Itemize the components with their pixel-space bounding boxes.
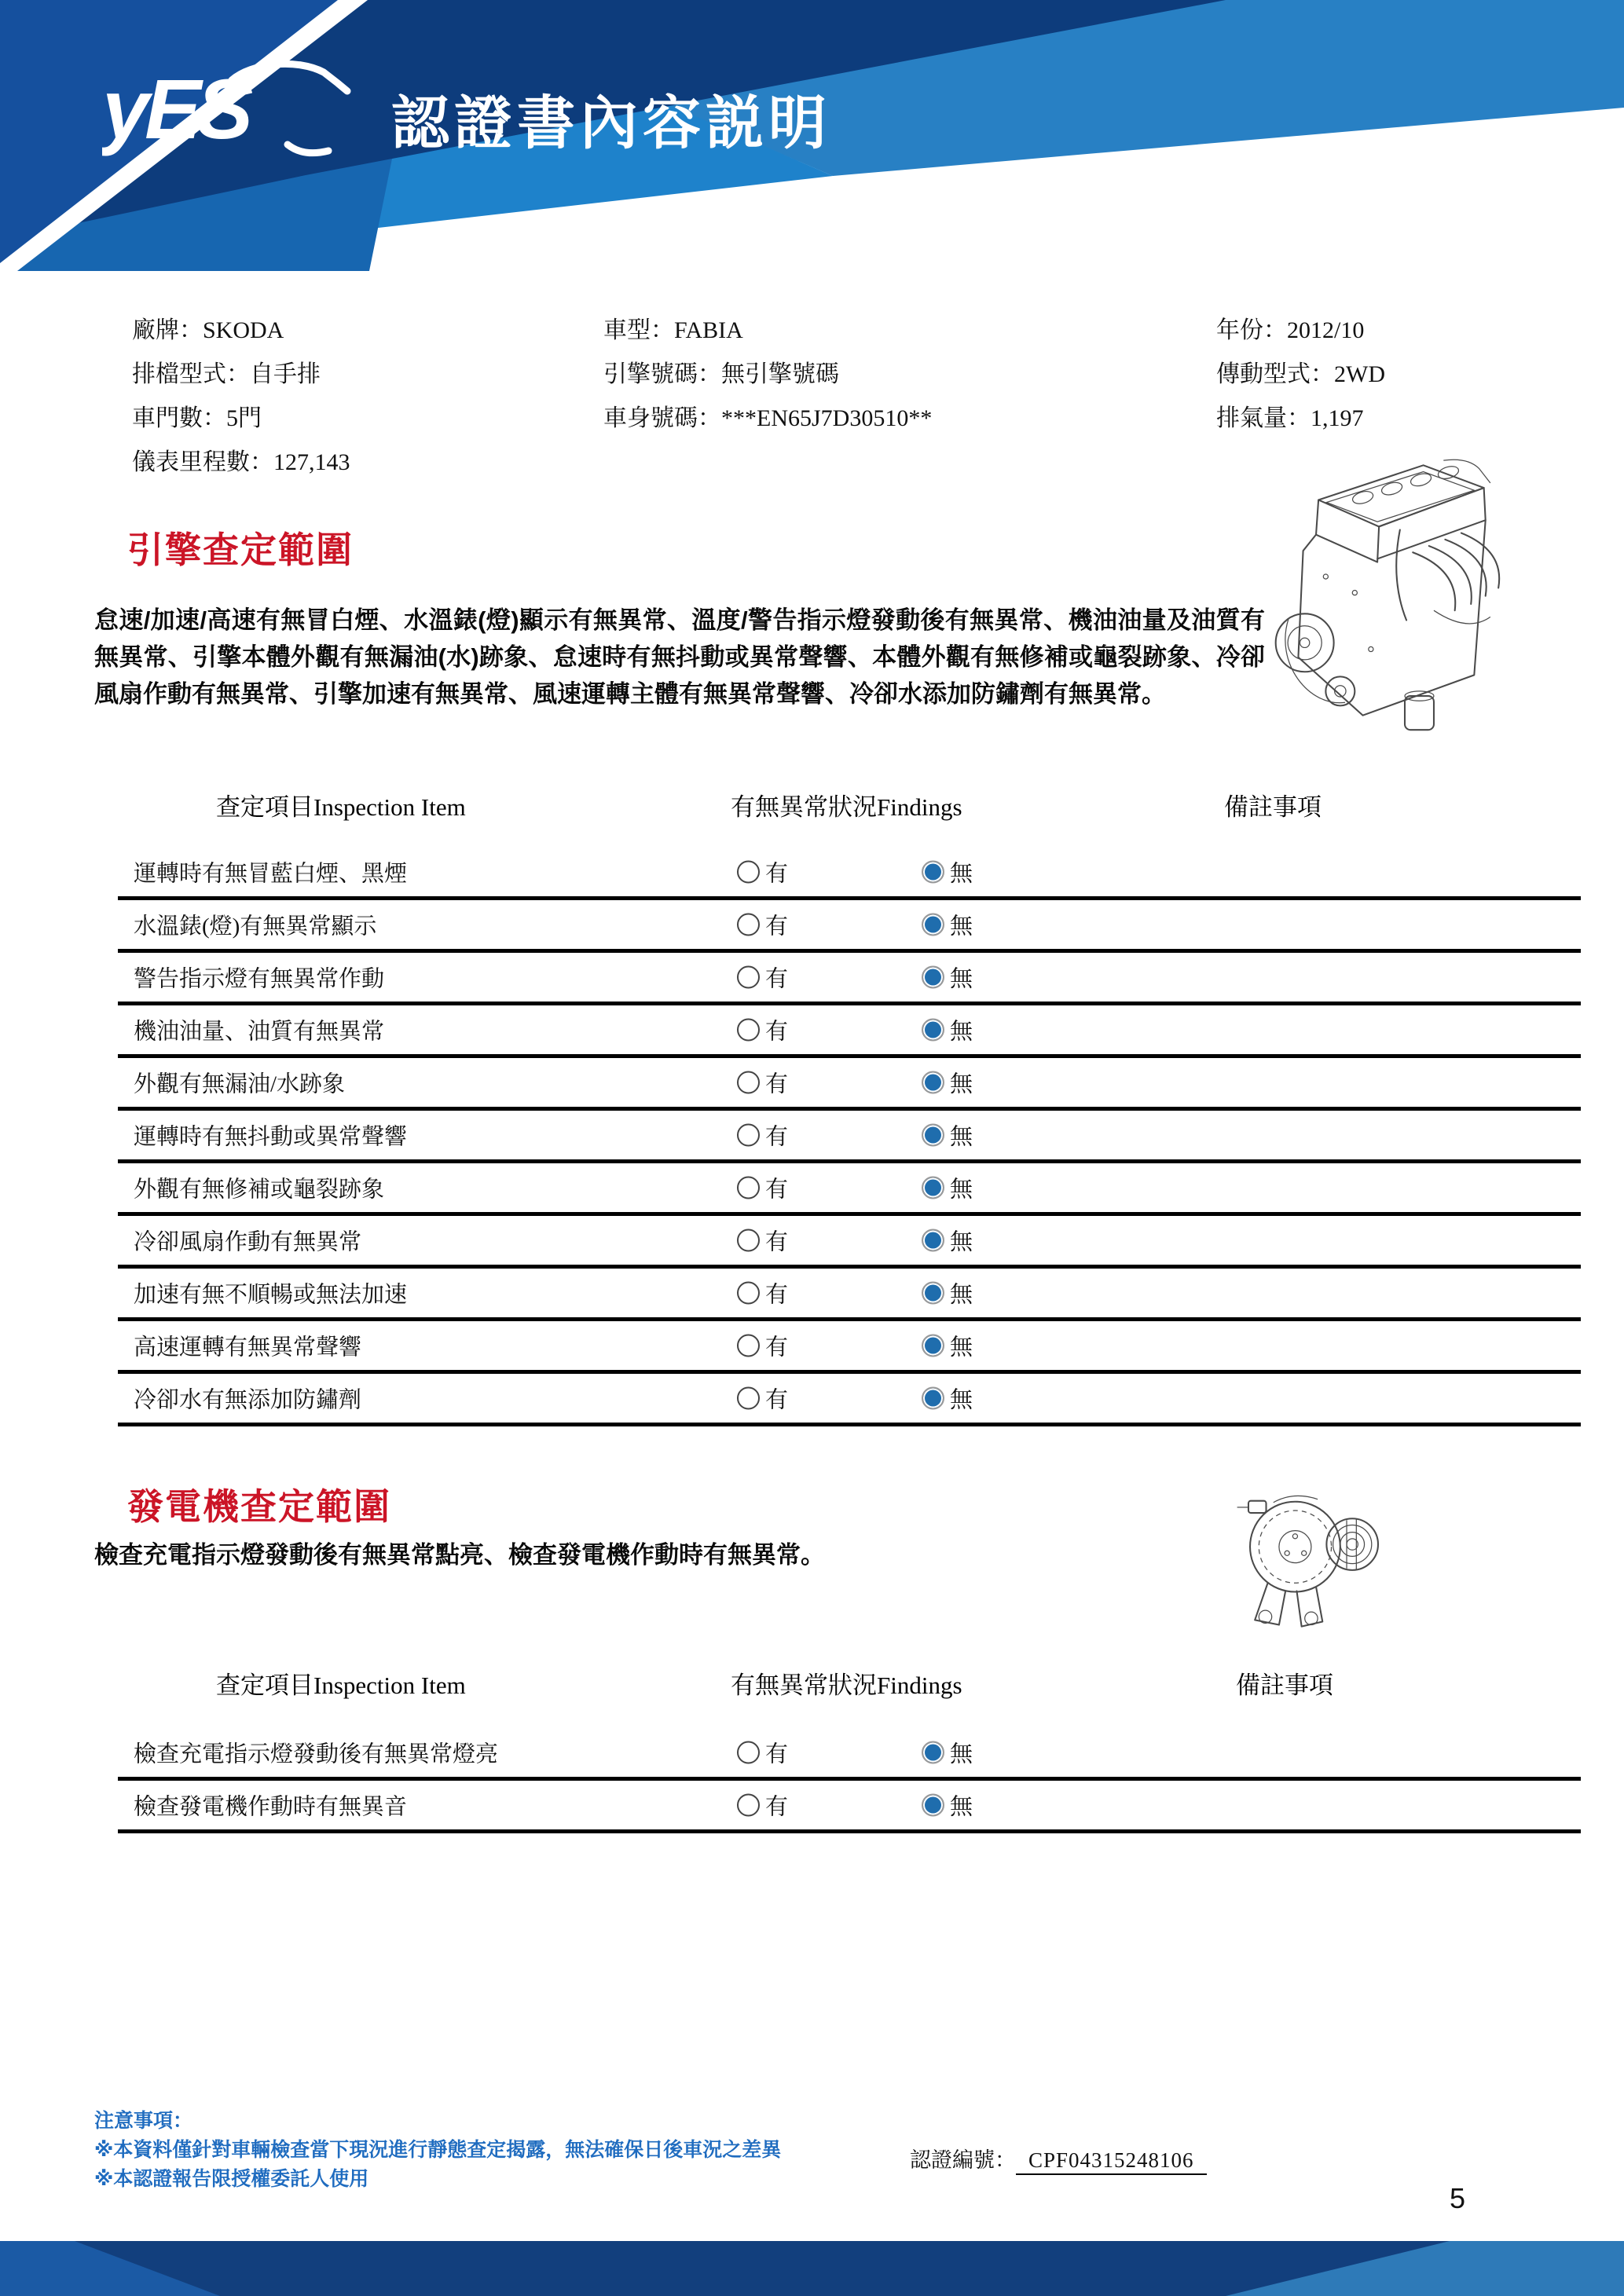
inspection-item-label: 冷卻風扇作動有無異常 <box>134 1229 362 1255</box>
inspection-item-label: 警告指示燈有無異常作動 <box>134 966 385 992</box>
radio-no-circle-icon[interactable] <box>922 966 944 989</box>
inspection-item-label: 外觀有無修補或龜裂跡象 <box>134 1177 385 1203</box>
radio-yes-circle-icon[interactable] <box>737 1387 760 1410</box>
vehicle-info-column-1 <box>132 309 350 485</box>
certificate-number: CPF04315248106 <box>1016 2148 1207 2175</box>
table-row <box>118 1111 1581 1163</box>
radio-option-yes[interactable] <box>737 1382 788 1415</box>
radio-option-no[interactable] <box>922 856 973 888</box>
table-row <box>118 1216 1581 1269</box>
table-row <box>118 1321 1581 1374</box>
radio-yes-circle-icon[interactable] <box>737 966 760 989</box>
radio-option-yes[interactable] <box>737 1014 788 1046</box>
radio-no-label: 無 <box>950 1229 973 1255</box>
field-drivetrain: 傳動型式：2WD <box>1216 361 1385 387</box>
field-vin: 車身號碼：***EN65J7D30510** <box>603 405 933 431</box>
radio-yes-circle-icon[interactable] <box>737 1177 760 1199</box>
t1-header-item: 查定項目Inspection Item <box>216 793 466 821</box>
radio-yes-label: 有 <box>765 1071 789 1097</box>
radio-option-yes[interactable] <box>737 1789 788 1822</box>
t1-header-findings: 有無異常狀況Findings <box>731 793 962 821</box>
engine-illustration <box>1237 456 1512 754</box>
radio-yes-label: 有 <box>765 1335 789 1360</box>
radio-option-yes[interactable] <box>737 1067 788 1099</box>
radio-yes-label: 有 <box>765 1794 789 1820</box>
radio-no-circle-icon[interactable] <box>922 1019 944 1042</box>
radio-option-no[interactable] <box>922 1277 973 1309</box>
footer-banner <box>0 2241 1624 2296</box>
field-brand: 廠牌：SKODA <box>132 317 284 343</box>
radio-no-circle-icon[interactable] <box>922 1282 944 1305</box>
inspection-item-label: 加速有無不順暢或無法加速 <box>134 1282 408 1308</box>
radio-yes-label: 有 <box>765 1124 789 1150</box>
radio-no-circle-icon[interactable] <box>922 1387 944 1410</box>
radio-option-no[interactable] <box>922 1172 973 1204</box>
field-odometer: 儀表里程數：127,143 <box>132 449 350 475</box>
engine-section-heading: 引擎查定範圍 <box>127 529 354 570</box>
radio-option-yes[interactable] <box>737 1737 788 1769</box>
radio-yes-circle-icon[interactable] <box>737 1794 760 1817</box>
radio-no-circle-icon[interactable] <box>922 1229 944 1252</box>
radio-yes-label: 有 <box>765 861 789 887</box>
radio-option-yes[interactable] <box>737 1119 788 1152</box>
radio-yes-circle-icon[interactable] <box>737 861 760 884</box>
inspection-item-label: 高速運轉有無異常聲響 <box>134 1335 362 1360</box>
radio-option-no[interactable] <box>922 1067 973 1099</box>
radio-yes-circle-icon[interactable] <box>737 1741 760 1764</box>
radio-yes-circle-icon[interactable] <box>737 914 760 936</box>
radio-yes-circle-icon[interactable] <box>737 1282 760 1305</box>
radio-no-label: 無 <box>950 1124 973 1150</box>
note-line: ※本資料僅針對車輛檢查當下現況進行靜態查定揭露，無法確保日後車況之差異 <box>94 2139 782 2161</box>
inspection-item-label: 檢查發電機作動時有無異音 <box>134 1794 408 1820</box>
radio-yes-label: 有 <box>765 1741 789 1767</box>
radio-yes-circle-icon[interactable] <box>737 1335 760 1357</box>
t2-header-item: 查定項目Inspection Item <box>216 1672 466 1699</box>
engine-inspection-table <box>118 848 1581 1426</box>
field-engine-no: 引擎號碼：無引擎號碼 <box>603 361 839 387</box>
table-row <box>118 1163 1581 1216</box>
radio-no-label: 無 <box>950 1177 973 1203</box>
notes-title: 注意事項： <box>94 2110 193 2132</box>
radio-no-circle-icon[interactable] <box>922 1335 944 1357</box>
radio-no-label: 無 <box>950 1071 973 1097</box>
radio-option-no[interactable] <box>922 961 973 994</box>
radio-option-no[interactable] <box>922 1014 973 1046</box>
table-row <box>118 1728 1581 1781</box>
header-banner <box>0 0 1624 306</box>
radio-no-circle-icon[interactable] <box>922 1071 944 1094</box>
field-displacement: 排氣量：1,197 <box>1216 405 1364 431</box>
table-row <box>118 1005 1581 1058</box>
generator-section-heading: 發電機查定範圍 <box>127 1486 391 1527</box>
footer-shape-right <box>0 2241 1624 2296</box>
inspection-item-label: 運轉時有無抖動或異常聲響 <box>134 1124 408 1150</box>
radio-yes-label: 有 <box>765 966 789 992</box>
radio-no-label: 無 <box>950 1387 973 1413</box>
generator-section-description: 檢查充電指示燈發動後有無異常點亮、檢查發電機作動時有無異常。 <box>94 1541 825 1569</box>
radio-yes-circle-icon[interactable] <box>737 1071 760 1094</box>
table-row <box>118 1058 1581 1111</box>
radio-no-label: 無 <box>950 1282 973 1308</box>
yes-logo-icon <box>102 57 369 159</box>
vehicle-info-column-3 <box>1216 309 1385 441</box>
radio-yes-label: 有 <box>765 1282 789 1308</box>
inspection-item-label: 水溫錶(燈)有無異常顯示 <box>134 914 377 939</box>
radio-no-circle-icon[interactable] <box>922 1124 944 1147</box>
t1-header-remarks: 備註事項 <box>1224 793 1322 821</box>
page-title: 認證書內容説明 <box>391 90 831 156</box>
inspection-item-label: 機油油量、油質有無異常 <box>134 1019 385 1045</box>
radio-option-yes[interactable] <box>737 1225 788 1257</box>
field-doors: 車門數：5門 <box>132 405 262 431</box>
radio-no-label: 無 <box>950 914 973 939</box>
certificate-number-block <box>910 2143 1207 2173</box>
radio-option-yes[interactable] <box>737 856 788 888</box>
t2-header-findings: 有無異常狀況Findings <box>731 1672 962 1699</box>
table-row <box>118 1269 1581 1321</box>
generator-inspection-table <box>118 1728 1581 1833</box>
radio-no-circle-icon[interactable] <box>922 1177 944 1199</box>
radio-no-label: 無 <box>950 966 973 992</box>
radio-option-no[interactable] <box>922 1737 973 1769</box>
inspection-item-label: 運轉時有無冒藍白煙、黑煙 <box>134 861 408 887</box>
engine-section-description: 怠速/加速/高速有無冒白煙、水溫錶(燈)顯示有無異常、溫度/警告指示燈發動後有無異常、機油油量及油質有無異常、引擎本體外觀有無漏油(水)跡象、怠速時有無抖動或異常聲響、本體外觀有無修補或龜裂跡象、冷卻風扇作動有無異常、引擎加速有無異常、風速運轉主體有無異常聲響、冷卻水添加防鏽劑有無異常。 <box>94 606 1265 708</box>
radio-no-label: 無 <box>950 1019 973 1045</box>
alternator-illustration <box>1227 1478 1400 1639</box>
radio-yes-label: 有 <box>765 1229 789 1255</box>
certificate-label: 認證編號： <box>910 2148 1016 2172</box>
radio-no-label: 無 <box>950 1794 973 1820</box>
table-row <box>118 900 1581 953</box>
radio-option-yes[interactable] <box>737 1330 788 1362</box>
radio-no-circle-icon[interactable] <box>922 1794 944 1817</box>
field-model: 車型：FABIA <box>603 317 743 343</box>
radio-no-circle-icon[interactable] <box>922 861 944 884</box>
field-year: 年份：2012/10 <box>1216 317 1365 343</box>
radio-no-circle-icon[interactable] <box>922 914 944 936</box>
inspection-item-label: 外觀有無漏油/水跡象 <box>134 1071 346 1097</box>
radio-no-label: 無 <box>950 1335 973 1360</box>
radio-yes-label: 有 <box>765 1177 789 1203</box>
radio-option-yes[interactable] <box>737 1277 788 1309</box>
radio-yes-circle-icon[interactable] <box>737 1124 760 1147</box>
table-row <box>118 1374 1581 1426</box>
radio-yes-label: 有 <box>765 1387 789 1413</box>
note-line: ※本認證報告限授權委託人使用 <box>94 2168 369 2190</box>
radio-option-no[interactable] <box>922 1330 973 1362</box>
radio-yes-label: 有 <box>765 1019 789 1045</box>
radio-option-yes[interactable] <box>737 961 788 994</box>
table-row <box>118 1781 1581 1833</box>
radio-yes-circle-icon[interactable] <box>737 1019 760 1042</box>
t2-header-remarks: 備註事項 <box>1236 1672 1333 1699</box>
field-gearbox: 排檔型式：自手排 <box>132 361 321 387</box>
radio-option-no[interactable] <box>922 1225 973 1257</box>
vehicle-info-column-2 <box>603 309 932 441</box>
radio-option-no[interactable] <box>922 1382 973 1415</box>
notes-block <box>94 2107 781 2194</box>
radio-no-label: 無 <box>950 1741 973 1767</box>
radio-option-no[interactable] <box>922 1119 973 1152</box>
svg-text:yES: yES <box>102 61 249 156</box>
radio-yes-circle-icon[interactable] <box>737 1229 760 1252</box>
table-row <box>118 953 1581 1005</box>
radio-option-yes[interactable] <box>737 1172 788 1204</box>
page-number: 5 <box>1450 2182 1466 2214</box>
radio-no-label: 無 <box>950 861 973 887</box>
radio-option-no[interactable] <box>922 1789 973 1822</box>
radio-option-yes[interactable] <box>737 909 788 941</box>
radio-yes-label: 有 <box>765 914 789 939</box>
radio-no-circle-icon[interactable] <box>922 1741 944 1764</box>
inspection-item-label: 檢查充電指示燈發動後有無異常燈亮 <box>134 1741 499 1767</box>
radio-option-no[interactable] <box>922 909 973 941</box>
table-row <box>118 848 1581 900</box>
inspection-item-label: 冷卻水有無添加防鏽劑 <box>134 1387 362 1413</box>
